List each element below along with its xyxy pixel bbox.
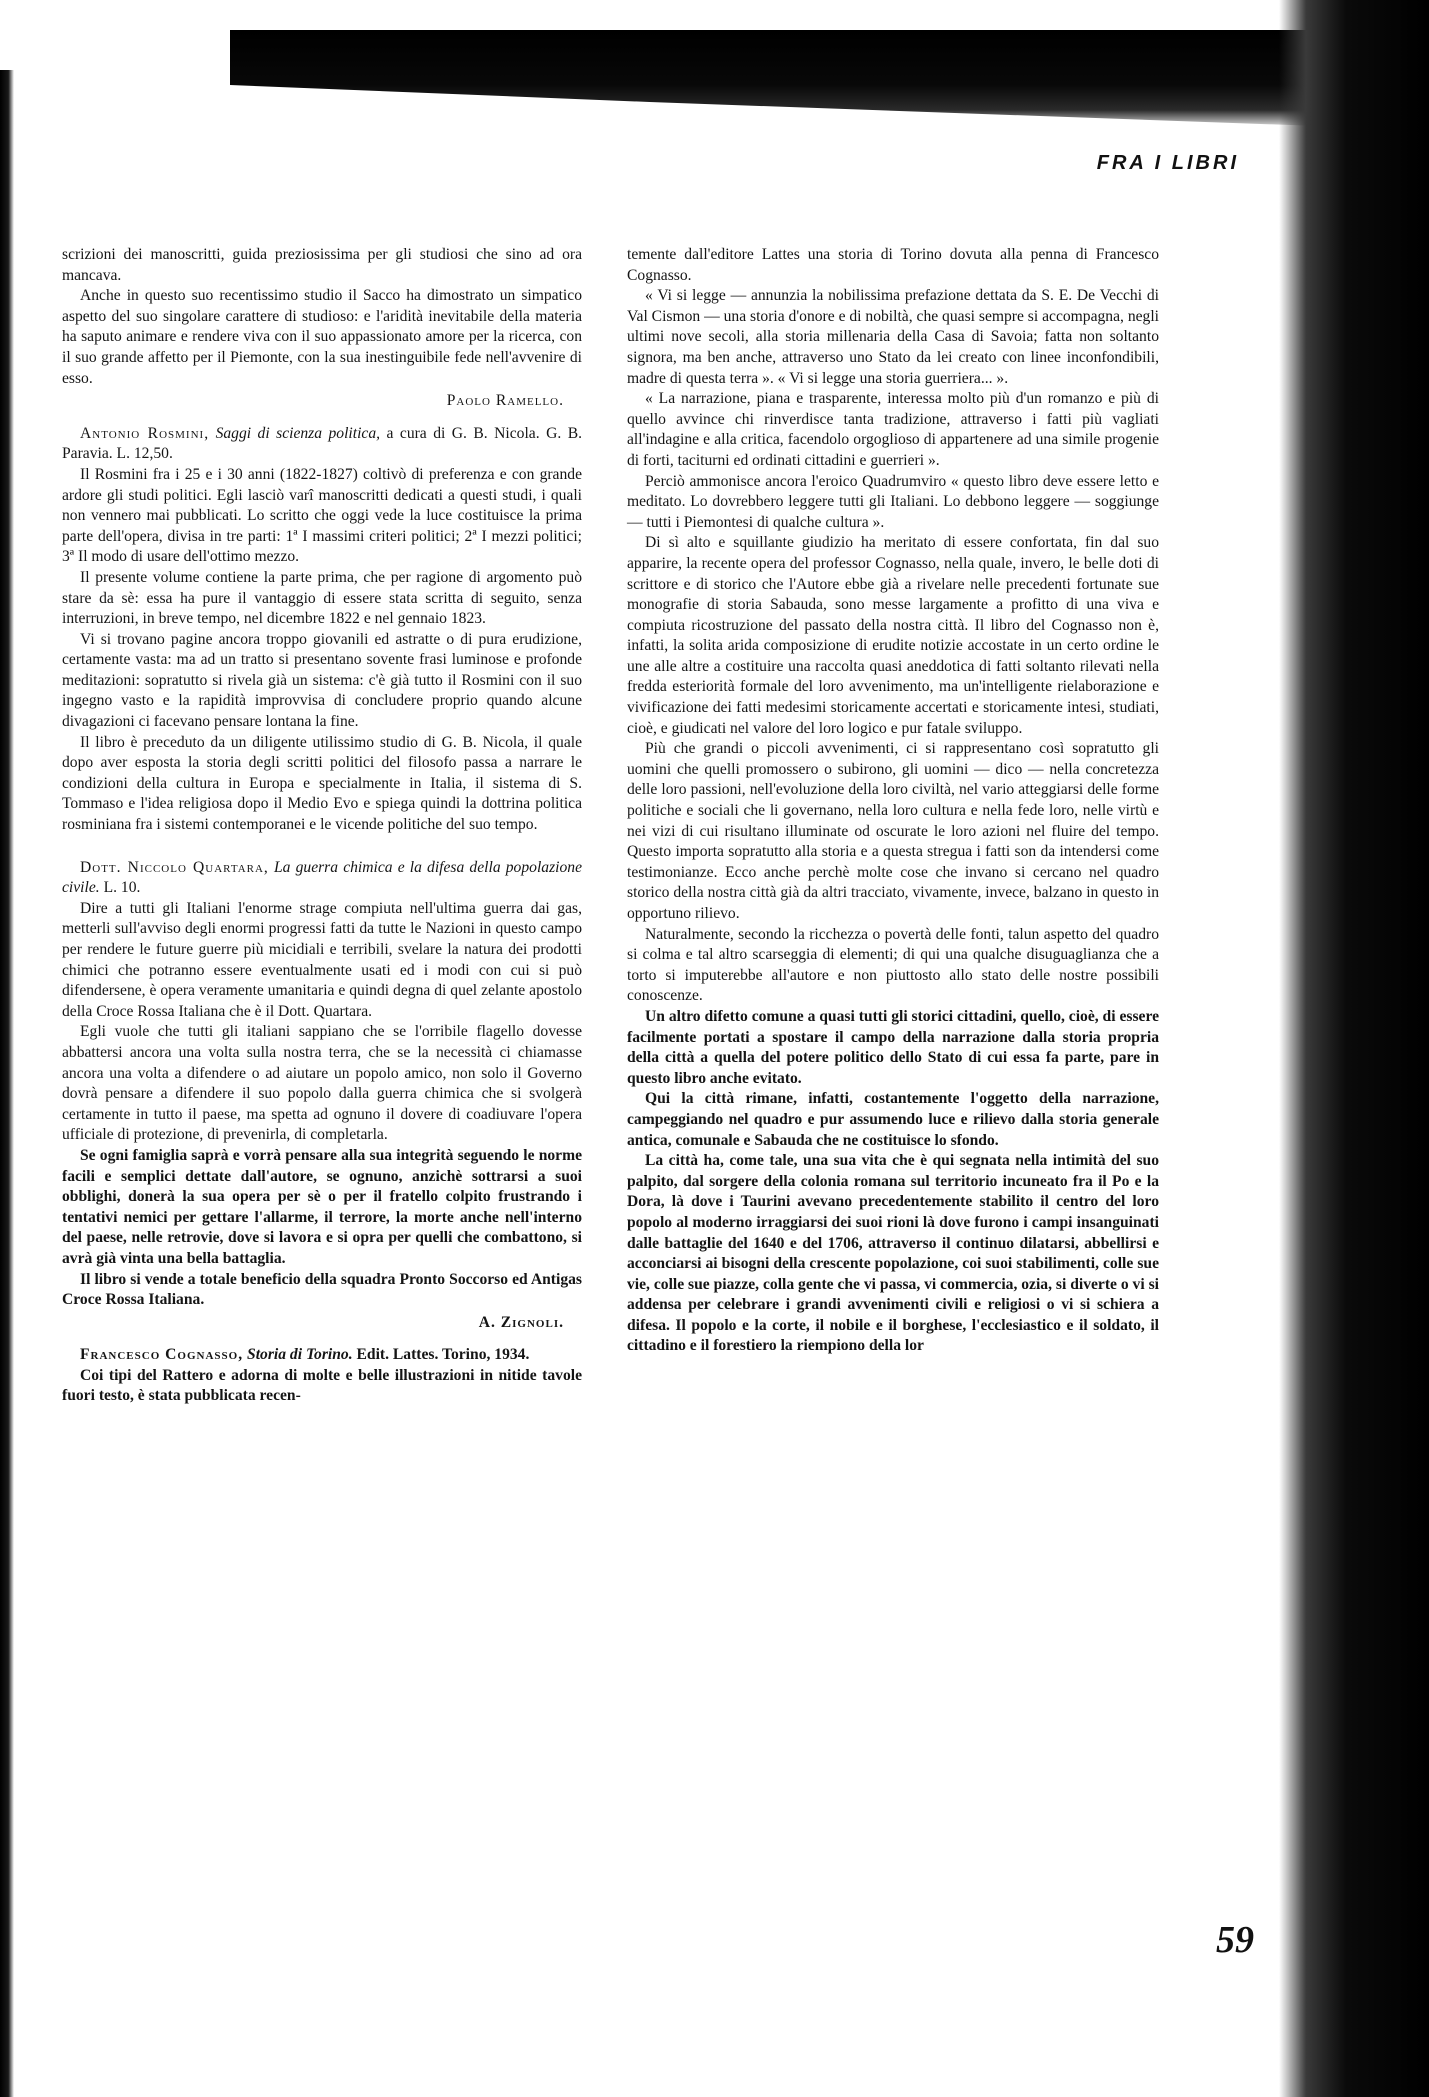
book-details: a cura di G. B. Nicola. G. B. Paravia. L. 12,50. bbox=[62, 424, 582, 463]
paragraph: Più che grandi o piccoli avvenimenti, ci si rappresentano così sopratutto gli uomini che quelli promossero o subirono, gli uomini — dico — nella concretezza delle loro passioni, nell'evoluzione della loro civiltà, nel vario atteggiarsi delle forme politiche e sociali che li governano, nella loro cultura e nella fede loro, nelle virtù e nei vizi di cui risultano illuminate od oscurate le loro azioni nel fluire del tempo. Questo importa sopratutto alla storia e a questa stregua i fatti son da intendersi come testimonianze. Ecco anche perchè molte cose che invano si cercano nel quadro storico della nostra città già da altri tracciato, vivamente, invece, balzano in questo in opportuno rilievo. bbox=[627, 740, 1159, 922]
right-column bbox=[627, 245, 1159, 1357]
paragraph: Perciò ammonisce ancora l'eroico Quadrumviro « questo libro deve essere letto e meditato. Lo dovrebbero leggere tutti gli Italiani. Lo debbono leggere — soggiunge — tutti i Piemontesi di qualche cultura ». bbox=[627, 472, 1159, 531]
page-number: 59 bbox=[1216, 1919, 1254, 1961]
paragraph: Egli vuole che tutti gli italiani sappiano che se l'orribile flagello dovesse abbattersi ancora una volta sulla nostra terra, che se la necessità ci chiamasse ancora una volta a difendere o ad aiutare un popolo amico, non solo il Governo dovrà pensare a difendere il suo popolo dalla guerra chimica che si svolgerà certamente in tutto il paese, ma spetta ad ognuno il dovere di coadiuvare l'opera ufficiale di protezione, di prevenirla, di completarla. bbox=[62, 1023, 582, 1144]
book-author: Antonio Rosmini, bbox=[80, 424, 210, 442]
book-title: Saggi di scienza politica, bbox=[215, 424, 381, 442]
paragraph: Qui la città rimane, infatti, costantemente l'oggetto della narrazione, campeggiando nel quadro e pur assumendo luce e rilievo dalla storia generale antica, comunale e Sabauda che ne costituisce lo sfondo. bbox=[627, 1090, 1159, 1149]
book-author: Dott. Niccolo Quartara, bbox=[80, 858, 269, 876]
scan-shadow-top bbox=[230, 30, 1429, 130]
paragraph: « Vi si legge — annunzia la nobilissima prefazione dettata da S. E. De Vecchi di Val Cismon — una storia d'onore e di nobiltà, che quasi sempre si accompagna, negli ultimi nove secoli, alla storia millenaria della Casa di Savoia; fatta non soltanto signora, ma ben anche, attraverso uno Stato da lei creato con linee inconfondibili, madre di questa terra ». « Vi si legge una storia guerriera... ». bbox=[627, 287, 1159, 387]
paragraph: Il libro si vende a totale beneficio della squadra Pronto Soccorso ed Antigas Croce Rossa Italiana. bbox=[62, 1270, 582, 1309]
paragraph: Un altro difetto comune a quasi tutti gli storici cittadini, quello, cioè, di essere facilmente portati a spostare il campo della narrazione dalla storia propria della città a quella del potere politico dello Stato di cui essa fa parte, pare in questo libro anche evitato. bbox=[627, 1007, 1159, 1087]
paragraph: Coi tipi del Rattero e adorna di molte e belle illustrazioni in nitide tavole fuori testo, è stata pubblicata recen- bbox=[62, 1366, 582, 1405]
scan-shadow-right bbox=[1279, 0, 1429, 2097]
paragraph: Anche in questo suo recentissimo studio il Sacco ha dimostrato un simpatico aspetto del suo singolare carattere di studioso: e l'aridità inevitabile della materia ha saputo animare e rendere viva con il suo appassionato amore per la ricerca, con il suo grande affetto per il Piemonte, con la sua inestinguibile fede nell'avvenire di esso. bbox=[62, 287, 582, 387]
scan-shadow-left bbox=[0, 70, 14, 2097]
paragraph: Naturalmente, secondo la ricchezza o povertà delle fonti, talun aspetto del quadro si colma e tal altro scarseggia di elementi; di qui una qualche disuguaglianza che a torto si imputerebbe all'autore e non piuttosto allo stato delle nostre possibili conoscenze. bbox=[627, 925, 1159, 1005]
signature: A. Zignoli. bbox=[478, 1313, 564, 1331]
bold-text-block bbox=[62, 1366, 582, 1407]
paragraph: Dire a tutti gli Italiani l'enorme strage compiuta nell'ultima guerra dai gas, metterli sull'avviso degli enormi progressi fatti da tutte le Nazioni in questo campo per rendere le future guerre più micidiali e terribili, svelare la natura dei prodotti chimici che potranno essere eventualmente usati ed i modi con cui si può difendersene, è opera veramente umanitaria e quindi degna di quel zelante apostolo della Croce Rossa Italiana che è il Dott. Quartara. bbox=[62, 899, 582, 1020]
paragraph: Il Rosmini fra i 25 e i 30 anni (1822-1827) coltivò di preferenza e con grande ardore gli studi politici. Egli lasciò varî manoscritti dedicati a questi studi, i quali non vennero mai pubblicati. Lo scritto che oggi vede la luce costituisce la prima parte dell'opera, divisa in tre parti: 1ª I massimi criteri politici; 2ª I mezzi politici; 3ª Il modo di usare dell'ottimo mezzo. bbox=[62, 465, 582, 566]
book-entry-heading bbox=[62, 858, 582, 899]
signature: Paolo Ramello. bbox=[446, 392, 564, 410]
book-title: Storia di Torino. bbox=[247, 1346, 353, 1364]
left-column bbox=[62, 245, 582, 1407]
paragraph: Il presente volume contiene la parte prima, che per ragione di argomento può stare da sè: essa ha pure il vantaggio di essere stata scritta di seguito, senza interruzioni, in breve tempo, nel dicembre 1822 e nel gennaio 1823. bbox=[62, 568, 582, 628]
paragraph: « La narrazione, piana e trasparente, interessa molto più d'un romanzo e più di quello avvince chi rinverdisce tanta tradizione, attraverso i fatti più vagliati all'indagine e alla critica, facendolo orgoglioso di appartenere ad una simile progenie di forti, taciturni ed ordinati cittadini e guerrieri ». bbox=[627, 390, 1159, 469]
bold-text-block bbox=[627, 1007, 1159, 1357]
book-details: Edit. Lattes. Torino, 1934. bbox=[356, 1346, 530, 1364]
bold-text-block bbox=[62, 1146, 582, 1311]
book-details: L. 10. bbox=[103, 879, 141, 897]
paragraph: Il libro è preceduto da un diligente utilissimo studio di G. B. Nicola, il quale dopo aver esposta la storia degli scritti politici del filosofo passa a narrare le condizioni della cultura in Europa e specialmente in Italia, il sistema di S. Tommaso e l'idea religiosa dopo il Medio Evo e spiega quindi la dottrina politica rosminiana fra i sistemi contemporanei e le vicende politiche del suo tempo. bbox=[62, 733, 582, 834]
book-entry-heading bbox=[62, 1345, 582, 1366]
paragraph: Se ogni famiglia saprà e vorrà pensare alla sua integrità seguendo le norme facili e semplici dettate dall'autore, se ognuno, anzichè sottrarsi a suoi obblighi, donerà la sua opera per sè o per il fratello colpito frustrando i tentativi nemici per gettare l'allarme, il terrore, la morte anche nell'interno del paese, nelle retrovie, dove si lavora e si opra per quelli che combattono, si avrà già vinta una bella battaglia. bbox=[62, 1146, 582, 1267]
running-header: FRA I LIBRI bbox=[1096, 152, 1239, 174]
paragraph: La città ha, come tale, una sua vita che è qui segnata nella intimità del suo palpito, dal sorgere della colonia romana sul territorio incuneato fra il Po e la Dora, là dove i Taurini avevano precedentemente stabilito il centro del loro popolo al moderno irraggiarsi dei suoi rioni là dove furono i campi insanguinati dalle battaglie del 1640 e del 1706, attraverso il continuo dilatarsi, abbellirsi e acconciarsi ai bisogni della crescente popolazione, coi suoi stabilimenti, colle sue vie, colle sue piazze, colla gente che vi passa, vi commercia, ozia, si diverte o vi si addensa per celebrare i grandi avvenimenti civili e religiosi o vi si schiera a difesa. Il popolo e la corte, il nobile e il borghese, l'ecclesiastico e il soldato, il cittadino e il forestiero la riempiono della lor bbox=[627, 1152, 1159, 1355]
paragraph: scrizioni dei manoscritti, guida preziosissima per gli studiosi che sino ad ora mancava. bbox=[62, 246, 582, 284]
book-author: Francesco Cognasso, bbox=[80, 1346, 244, 1364]
paragraph: temente dall'editore Lattes una storia di Torino dovuta alla penna di Francesco Cognasso. bbox=[627, 246, 1159, 284]
book-title: La guerra chimica e la difesa della popolazione civile. bbox=[62, 858, 582, 897]
paragraph: Vi si trovano pagine ancora troppo giovanili ed astratte o di pura erudizione, certamente vasta: ma ad un tratto si presentano sovente frasi luminose e profonde meditazioni: sopratutto si rivela già un sistema: c'è già tutto il Rosmini con il suo ingegno vasto e la rapidità improvvisa di concludere proprio quando alcune divagazioni ci facevano pensare lontana la fine. bbox=[62, 630, 582, 731]
book-entry-heading bbox=[62, 424, 582, 465]
paragraph: Di sì alto e squillante giudizio ha meritato di essere confortata, fin dal suo apparire, la recente opera del professor Cognasso, nella quale, invero, le belle doti di scrittore e di storico che l'Autore ebbe già a rivelare nelle precedenti fortunate sue monografie di storia Sabauda, sono messe largamente a profitto di una viva e compiuta ricostruzione del passato della nostra città. Il libro del Cognasso non è, infatti, la solita arida composizione di erudite notizie accostate in un certo ordine le une alle altre a costituire una raccolta quasi aneddotica di fatti soltanto rilevati nella fredda esteriorità formale del loro avvenimento, ma un'intelligente rielaborazione e vivificazione dei fatti medesimi storicamente accertati e storicamente intesi, studiati, cioè, e giudicati nel valore del loro logico e pur fatale sviluppo. bbox=[627, 534, 1159, 737]
